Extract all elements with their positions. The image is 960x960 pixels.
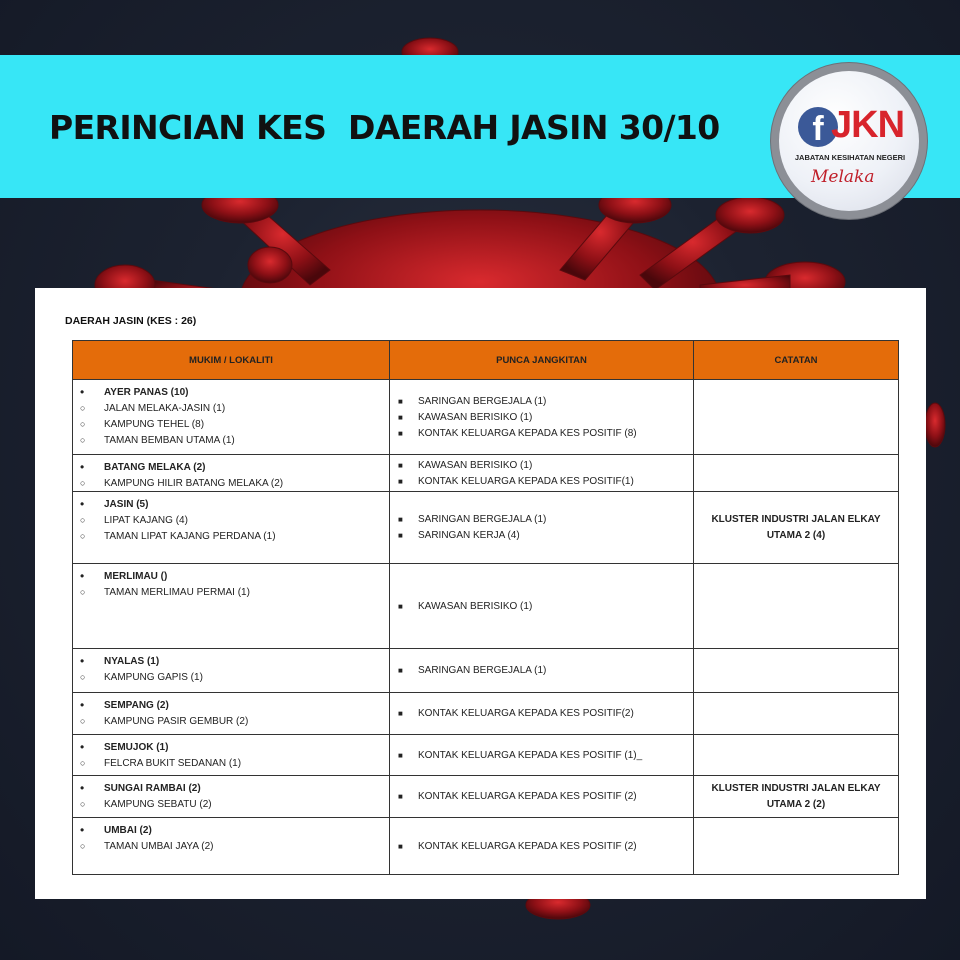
bullet-icon: • xyxy=(80,823,85,837)
table-row xyxy=(73,649,899,693)
hollow-bullet-icon: ○ xyxy=(80,841,86,851)
locality-name: KAMPUNG HILIR BATANG MELAKA (2) xyxy=(104,477,284,489)
mukim-name: SEMPANG (2) xyxy=(104,699,169,711)
locality-name: KAMPUNG GAPIS (1) xyxy=(104,671,203,683)
hollow-bullet-icon: ○ xyxy=(80,716,86,726)
bullet-icon: • xyxy=(80,569,85,583)
locality-name: TAMAN LIPAT KAJANG PERDANA (1) xyxy=(104,530,276,542)
source-item: KONTAK KELUARGA KEPADA KES POSITIF (2) xyxy=(418,840,637,852)
source-cell xyxy=(390,693,694,735)
page-title: PERINCIAN KES DAERAH JASIN 30/10 xyxy=(49,108,720,147)
note-cell xyxy=(694,492,899,564)
bullet-icon: • xyxy=(80,740,85,754)
locality-name: TAMAN UMBAI JAYA (2) xyxy=(104,840,214,852)
logo-badge xyxy=(779,71,919,211)
hollow-bullet-icon: ○ xyxy=(80,758,86,768)
table-row xyxy=(73,818,899,875)
square-bullet-icon: ■ xyxy=(398,396,403,406)
mukim-cell xyxy=(73,735,390,776)
bullet-icon: • xyxy=(80,497,85,511)
locality-name: KAMPUNG TEHEL (8) xyxy=(104,418,205,430)
note-cell xyxy=(694,649,899,693)
source-item: SARINGAN BERGEJALA (1) xyxy=(418,665,547,676)
table-row xyxy=(73,776,899,818)
mukim-cell xyxy=(73,380,390,455)
source-item: SARINGAN BERGEJALA (1) xyxy=(418,514,547,525)
note-text xyxy=(694,693,898,734)
table-row xyxy=(73,455,899,492)
bullet-icon: • xyxy=(80,781,85,795)
logo-city: Melaka xyxy=(811,167,875,187)
mukim-name: MERLIMAU () xyxy=(104,570,168,582)
column-header-punca: PUNCA JANGKITAN xyxy=(390,341,694,380)
case-details-document xyxy=(35,288,926,899)
bullet-icon: • xyxy=(80,654,85,668)
source-item: KAWASAN BERISIKO (1) xyxy=(418,411,533,423)
mukim-name: UMBAI (2) xyxy=(104,824,152,836)
table-row xyxy=(73,735,899,776)
square-bullet-icon: ■ xyxy=(398,666,403,675)
mukim-cell xyxy=(73,564,390,649)
table-row xyxy=(73,693,899,735)
source-cell xyxy=(390,492,694,564)
source-item: KONTAK KELUARGA KEPADA KES POSITIF (2) xyxy=(418,791,637,802)
source-item: KAWASAN BERISIKO (1) xyxy=(418,600,533,612)
hollow-bullet-icon: ○ xyxy=(80,672,86,682)
note-cell xyxy=(694,735,899,776)
mukim-cell xyxy=(73,649,390,693)
note-text xyxy=(694,818,898,874)
square-bullet-icon: ■ xyxy=(398,750,403,760)
note-cell xyxy=(694,818,899,875)
source-item: KONTAK KELUARGA KEPADA KES POSITIF(2) xyxy=(418,708,634,719)
source-cell xyxy=(390,735,694,776)
column-header-catatan: CATATAN xyxy=(694,341,899,380)
source-item: KAWASAN BERISIKO (1) xyxy=(418,459,533,471)
mukim-name: JASIN (5) xyxy=(104,498,149,510)
square-bullet-icon: ■ xyxy=(398,460,403,470)
locality-name: LIPAT KAJANG (4) xyxy=(104,514,188,526)
hollow-bullet-icon: ○ xyxy=(80,419,86,429)
square-bullet-icon: ■ xyxy=(398,709,403,718)
hollow-bullet-icon: ○ xyxy=(80,403,86,413)
note-text xyxy=(694,735,898,775)
mukim-name: BATANG MELAKA (2) xyxy=(104,461,206,473)
mukim-cell xyxy=(73,693,390,735)
square-bullet-icon: ■ xyxy=(398,412,403,422)
hollow-bullet-icon: ○ xyxy=(80,515,86,525)
source-cell xyxy=(390,380,694,455)
note-cell xyxy=(694,693,899,735)
square-bullet-icon: ■ xyxy=(398,531,403,540)
table-row xyxy=(73,492,899,564)
mukim-cell xyxy=(73,818,390,875)
square-bullet-icon: ■ xyxy=(398,841,403,851)
source-item: SARINGAN KERJA (4) xyxy=(418,530,520,541)
mukim-name: NYALAS (1) xyxy=(104,655,160,667)
bullet-icon: • xyxy=(80,698,85,712)
source-cell xyxy=(390,818,694,875)
source-item: KONTAK KELUARGA KEPADA KES POSITIF (8) xyxy=(418,427,637,439)
source-item: KONTAK KELUARGA KEPADA KES POSITIF (1)_ xyxy=(418,749,643,761)
note-text xyxy=(694,380,898,454)
note-cell xyxy=(694,776,899,818)
source-cell xyxy=(390,455,694,492)
source-item: KONTAK KELUARGA KEPADA KES POSITIF(1) xyxy=(418,475,634,487)
locality-name: TAMAN BEMBAN UTAMA (1) xyxy=(104,434,235,446)
mukim-name: AYER PANAS (10) xyxy=(104,386,189,398)
note-text: KLUSTER INDUSTRI JALAN ELKAY UTAMA 2 (2) xyxy=(711,782,881,810)
mukim-name: SUNGAI RAMBAI (2) xyxy=(104,782,201,794)
bullet-icon: • xyxy=(80,460,85,474)
logo-subtitle: JABATAN KESIHATAN NEGERI xyxy=(794,153,906,162)
locality-name: KAMPUNG PASIR GEMBUR (2) xyxy=(104,715,249,727)
bullet-icon: • xyxy=(80,385,85,399)
note-text xyxy=(694,455,898,491)
note-text xyxy=(694,649,898,692)
column-header-mukim: MUKIM / LOKALITI xyxy=(73,341,390,380)
mukim-name: SEMUJOK (1) xyxy=(104,741,169,753)
district-heading: DAERAH JASIN (KES : 26) xyxy=(65,315,197,327)
mukim-cell xyxy=(73,776,390,818)
table-row xyxy=(73,564,899,649)
locality-name: TAMAN MERLIMAU PERMAI (1) xyxy=(104,586,250,598)
source-cell xyxy=(390,776,694,818)
source-cell xyxy=(390,649,694,693)
hollow-bullet-icon: ○ xyxy=(80,478,86,488)
hollow-bullet-icon: ○ xyxy=(80,587,86,597)
note-cell xyxy=(694,455,899,492)
square-bullet-icon: ■ xyxy=(398,792,403,801)
hollow-bullet-icon: ○ xyxy=(80,531,86,541)
mukim-cell xyxy=(73,492,390,564)
case-table xyxy=(72,340,899,875)
hollow-bullet-icon: ○ xyxy=(80,435,86,445)
source-cell xyxy=(390,564,694,649)
locality-name: FELCRA BUKIT SEDANAN (1) xyxy=(104,757,242,769)
note-cell xyxy=(694,380,899,455)
note-text xyxy=(694,564,898,648)
table-header-row xyxy=(73,341,899,380)
locality-name: JALAN MELAKA-JASIN (1) xyxy=(104,402,226,414)
note-text: KLUSTER INDUSTRI JALAN ELKAY UTAMA 2 (4) xyxy=(711,513,881,541)
square-bullet-icon: ■ xyxy=(398,428,403,438)
table-row xyxy=(73,380,899,455)
facebook-icon: f xyxy=(798,107,838,147)
note-cell xyxy=(694,564,899,649)
hollow-bullet-icon: ○ xyxy=(80,799,86,809)
jkn-logo xyxy=(771,63,927,219)
locality-name: KAMPUNG SEBATU (2) xyxy=(104,798,212,810)
square-bullet-icon: ■ xyxy=(398,601,403,611)
logo-jkn-text: JKN xyxy=(831,104,905,146)
square-bullet-icon: ■ xyxy=(398,515,403,524)
mukim-cell xyxy=(73,455,390,492)
square-bullet-icon: ■ xyxy=(398,476,403,486)
source-item: SARINGAN BERGEJALA (1) xyxy=(418,395,547,407)
